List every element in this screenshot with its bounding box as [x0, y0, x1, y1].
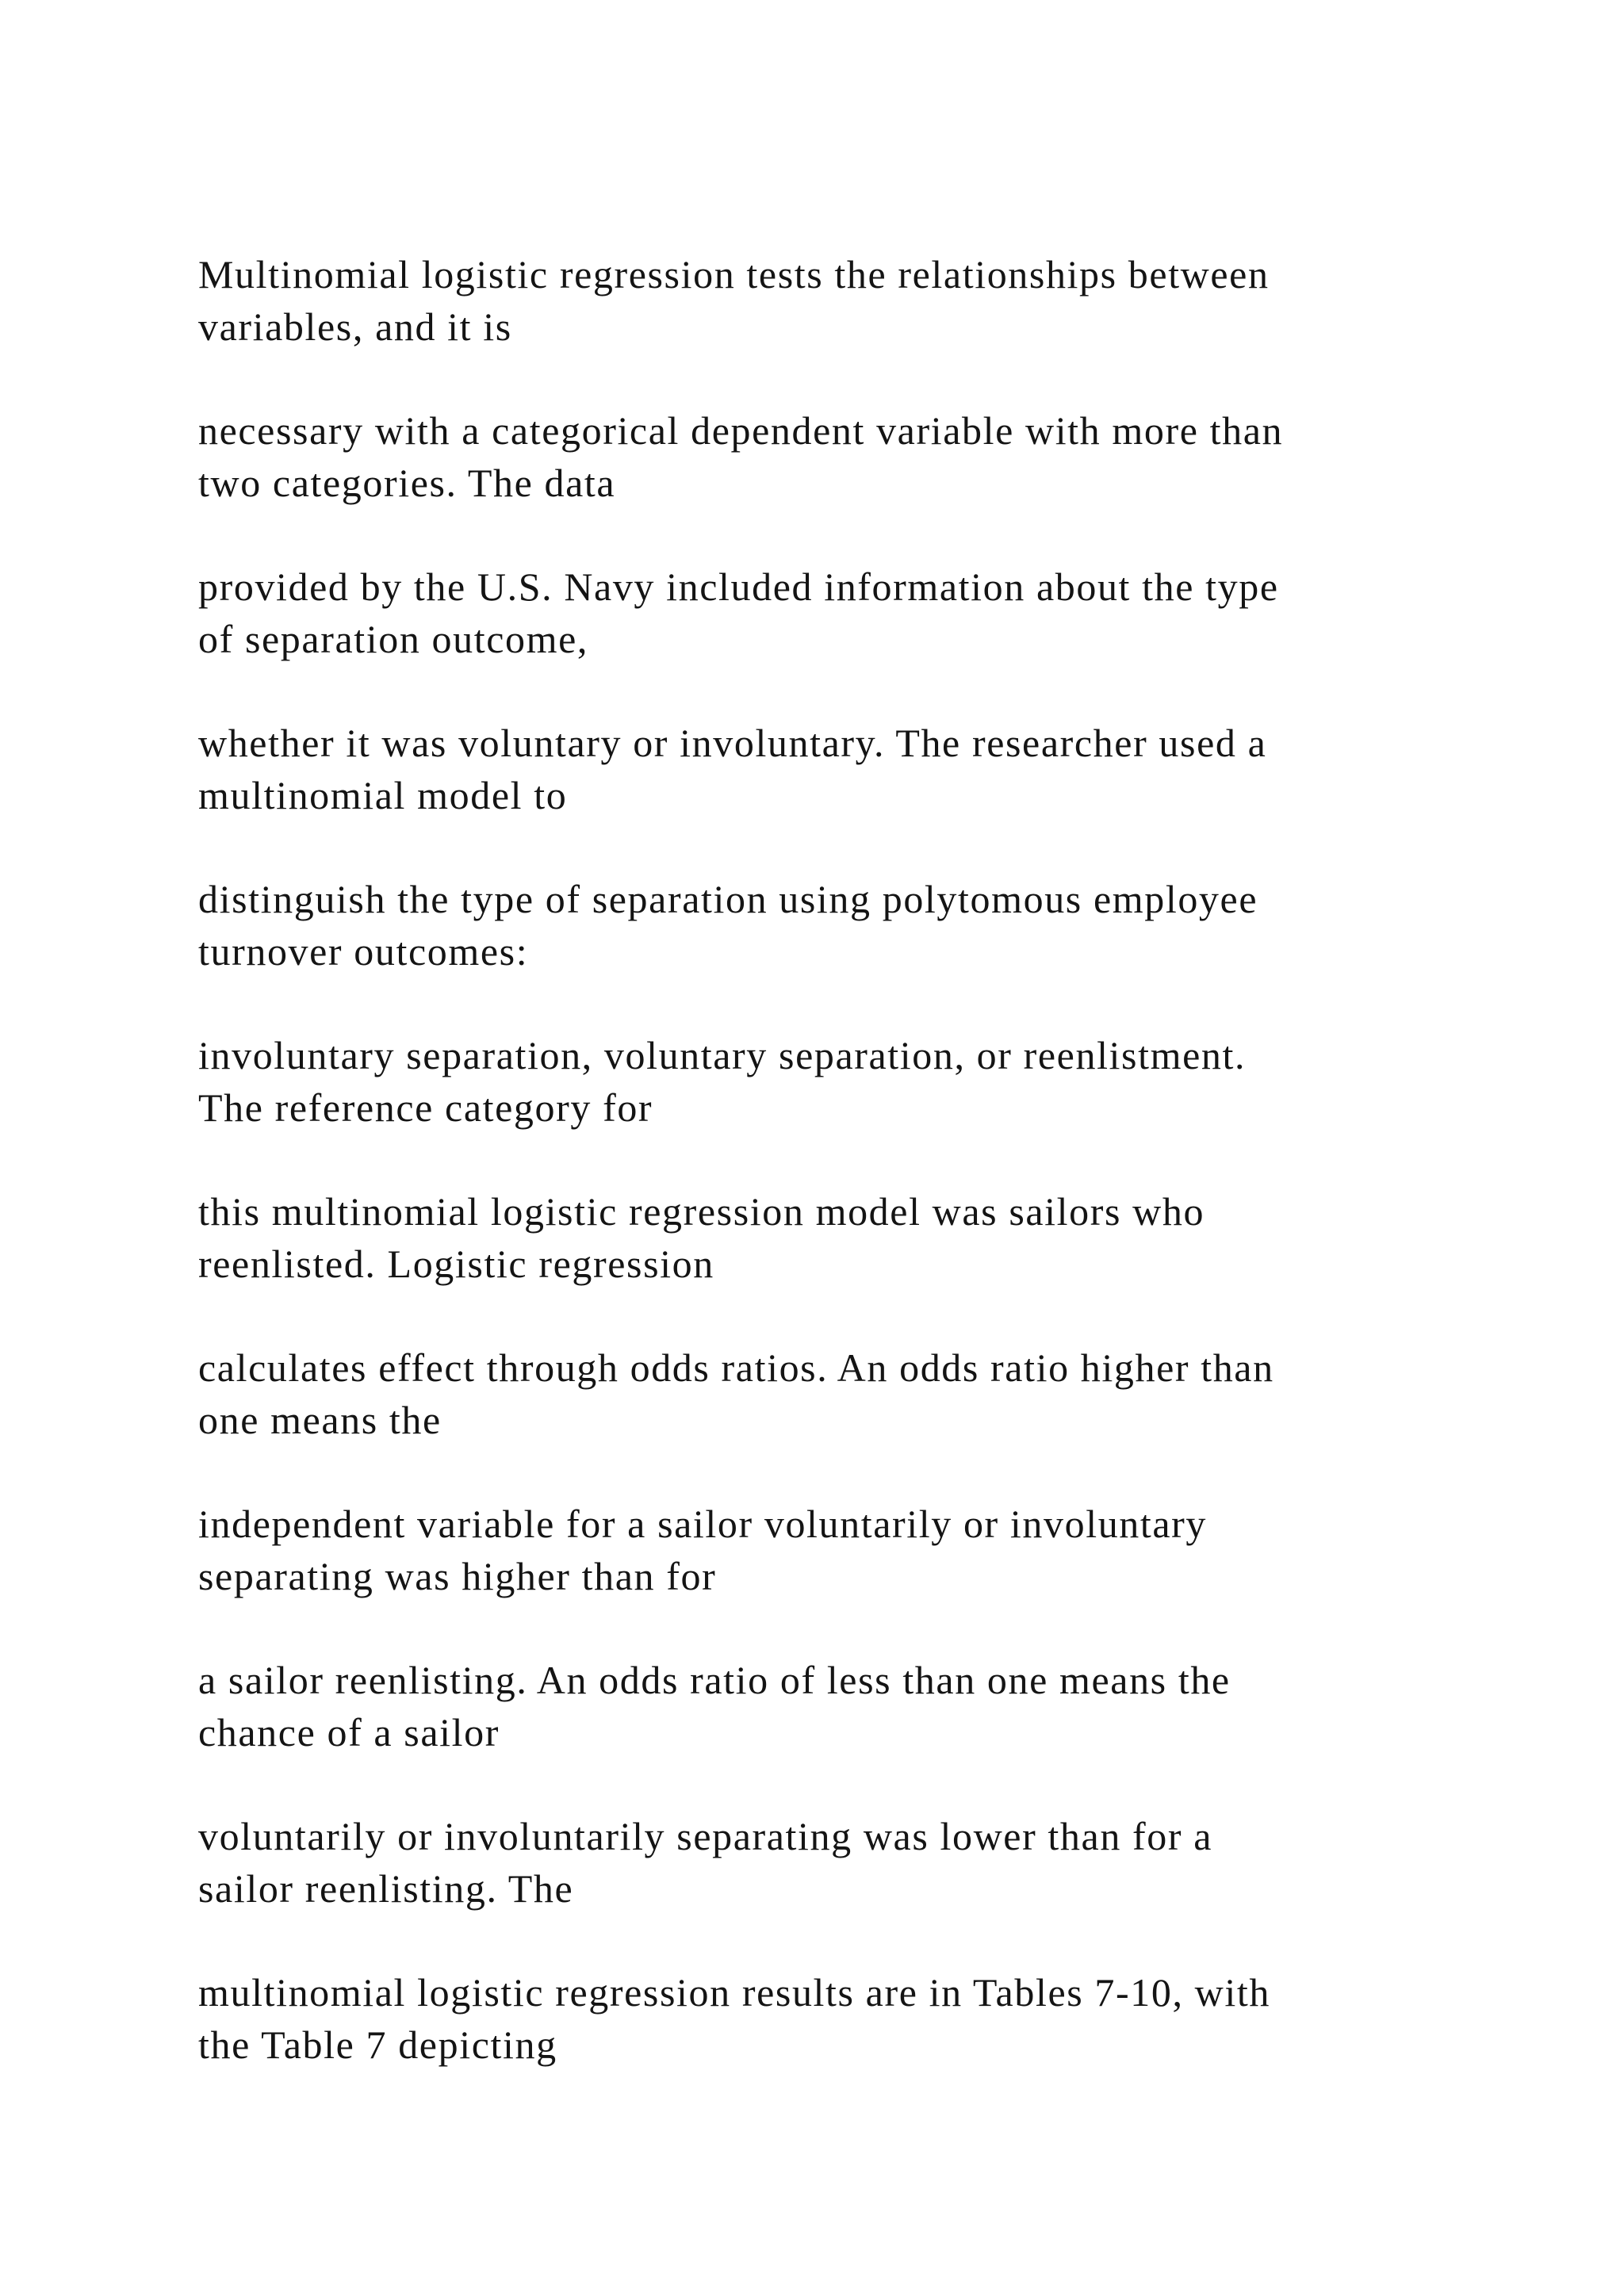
paragraph — [198, 561, 1435, 665]
text-line: reenlisted. Logistic regression — [198, 1242, 714, 1286]
text-line: one means the — [198, 1398, 442, 1442]
text-line: sailor reenlisting. The — [198, 1866, 574, 1911]
text-line: distinguish the type of separation using polytomous employee — [198, 877, 1258, 921]
paragraph — [198, 873, 1435, 978]
text-line: The reference category for — [198, 1085, 653, 1130]
text-line: Multinomial logistic regression tests the relationships between — [198, 252, 1270, 297]
text-line: provided by the U.S. Navy included information about the type — [198, 564, 1279, 609]
text-line: the Table 7 depicting — [198, 2022, 557, 2067]
paragraph — [198, 1029, 1435, 1134]
paragraph — [198, 1341, 1435, 1446]
text-line: a sailor reenlisting. An odds ratio of less than one means the — [198, 1658, 1231, 1702]
paragraph — [198, 404, 1435, 509]
text-line: necessary with a categorical dependent variable with more than — [198, 408, 1284, 453]
paragraph — [198, 1185, 1435, 1290]
text-line: separating was higher than for — [198, 1554, 717, 1598]
text-line: turnover outcomes: — [198, 929, 529, 974]
text-line: of separation outcome, — [198, 617, 588, 661]
text-line: this multinomial logistic regression model was sailors who — [198, 1189, 1205, 1234]
text-line: involuntary separation, voluntary separation, or reenlistment. — [198, 1033, 1247, 1077]
text-line: independent variable for a sailor voluntarily or involuntary — [198, 1502, 1208, 1546]
text-line: calculates effect through odds ratios. An odds ratio higher than — [198, 1345, 1274, 1390]
text-line: multinomial model to — [198, 773, 568, 817]
paragraph — [198, 1654, 1435, 1758]
paragraph — [198, 248, 1435, 353]
text-line: multinomial logistic regression results are in Tables 7-10, with — [198, 1970, 1270, 2015]
paragraph — [198, 717, 1435, 821]
text-line: two categories. The data — [198, 461, 616, 505]
text-line: voluntarily or involuntarily separating was lower than for a — [198, 1814, 1213, 1858]
paragraph — [198, 1498, 1435, 1602]
text-line: whether it was voluntary or involuntary. The researcher used a — [198, 721, 1267, 765]
text-line: variables, and it is — [198, 304, 512, 349]
paragraph — [198, 1810, 1435, 1915]
paragraph — [198, 1966, 1435, 2071]
text-line: chance of a sailor — [198, 1710, 500, 1755]
